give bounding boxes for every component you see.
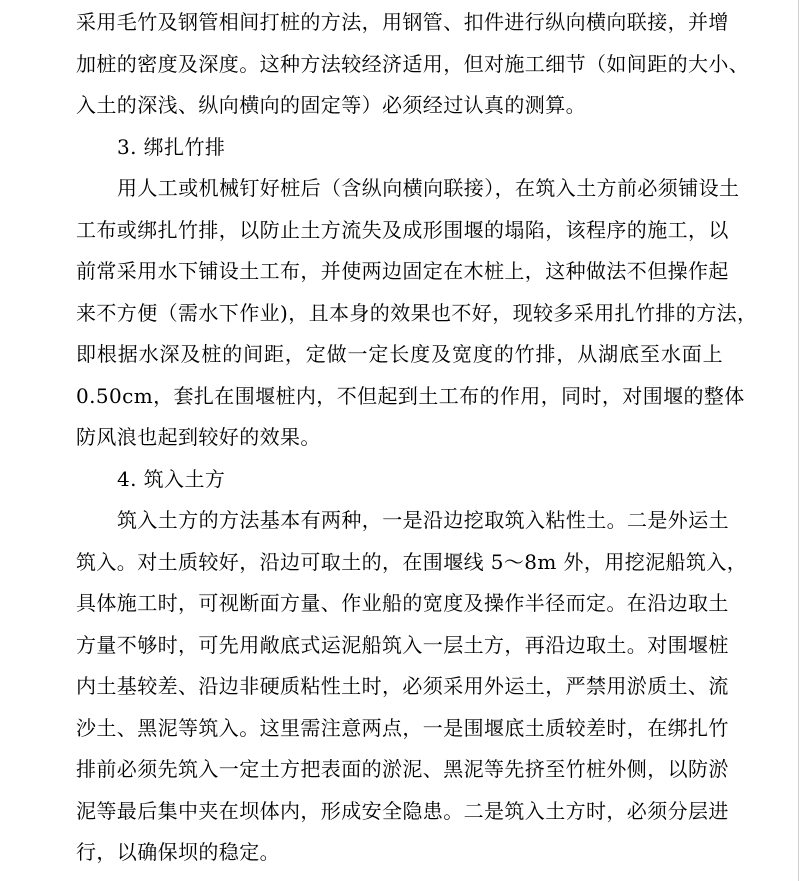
text-line: 加桩的密度及深度。这种方法较经济适用，但对施工细节（如间距的大小、 [76,51,750,76]
heading-text: 4. 筑入土方 [117,466,226,491]
document-body [76,2,758,874]
text-line: 排前必须先筑入一定土方把表面的淤泥、黑泥等先挤至竹桩外侧，以防淤 [76,757,729,781]
text-line: 沙土、黑泥等筑入。这里需注意两点，一是围堰底土质较差时，在绑扎竹 [76,715,729,740]
text-line: 内土基较差、沿边非硬质粘性土时，必须采用外运土，严禁用淤质土、流 [76,674,729,698]
text-line: 即根据水深及桩的间距，定做一定长度及宽度的竹排，从湖底至水面上 [76,342,723,366]
text-line: 具体施工时，可视断面方量、作业船的宽度及操作半径而定。在沿边取土 [76,591,729,615]
section-heading [76,459,723,501]
text-line: 前常采用水下铺设土工布，并使两边固定在木桩上，这种做法不但操作起 [76,259,729,283]
text-line: 工布或绑扎竹排，以防止土方流失及成形围堰的塌陷，该程序的施工，以 [76,217,729,242]
paragraph [76,168,758,459]
text-line: 行，以确保坝的稳定。 [76,840,280,864]
text-line: 筑入。对土质较好，沿边可取土的，在围堰线 5～8m 外，用挖泥船筑入， [76,549,748,574]
text-line: 防风浪也起到较好的效果。 [76,425,321,449]
heading-text: 3. 绑扎竹排 [117,134,226,159]
text-line: 0.50cm，套扎在围堰桩内，不但起到土工布的作用，同时，对围堰的整体 [76,383,745,408]
paragraph [76,2,750,127]
text-line: 泥等最后集中夹在坝体内，形成安全隐患。二是筑入土方时，必须分层进 [76,798,729,823]
paragraph [76,500,748,874]
text-line: 筑入土方的方法基本有两种，一是沿边挖取筑入粘性土。二是外运土 [117,508,729,532]
text-line: 来不方便（需水下作业)，且本身的效果也不好，现较多采用扎竹排的方法， [76,300,758,325]
text-line: 采用毛竹及钢管相间打桩的方法，用钢管、扣件进行纵向横向联接，并增 [76,10,729,34]
text-line: 入土的深浅、纵向横向的固定等）必须经过认真的测算。 [76,93,586,117]
text-line: 方量不够时，可先用敞底式运泥船筑入一层土方，再沿边取土。对围堰桩 [76,632,729,657]
text-line: 用人工或机械钉好桩后（含纵向横向联接），在筑入土方前必须铺设土 [117,176,740,200]
section-heading [76,127,723,169]
